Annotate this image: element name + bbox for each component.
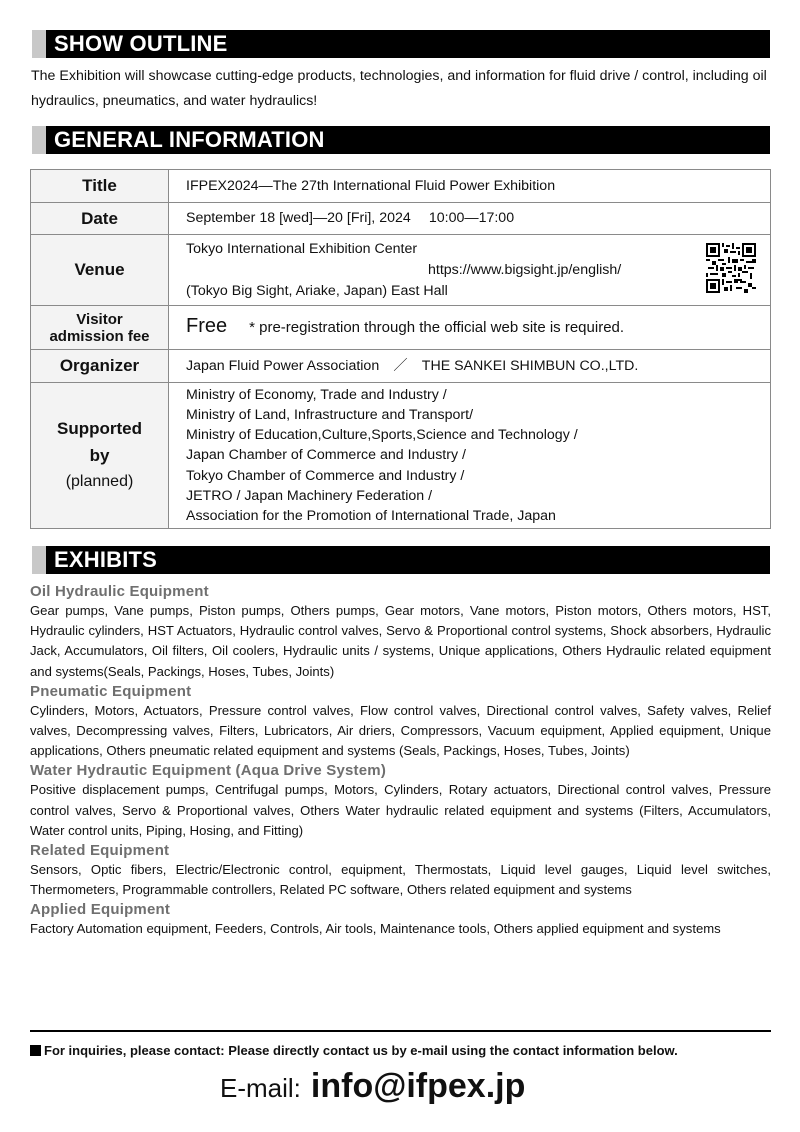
exhibit-category-items: Factory Automation equipment, Feeders, Controls, Air tools, Maintenance tools, Others applied equipment and systems <box>30 921 721 937</box>
general-information-table <box>30 169 771 529</box>
venue-url-link[interactable]: https://www.bigsight.jp/english/ <box>428 262 622 278</box>
inquiry-text: For inquiries, please contact: Please directly contact us by e-mail using the contact information below. <box>44 1043 678 1058</box>
intro-text: The Exhibition will showcase cutting-edge products, technologies, and information for fluid drive / control, including oil hydraulics, pneumatics, and water hydraulics! <box>31 68 767 109</box>
exhibit-category-items: Sensors, Optic fibers, Electric/Electronic control, equipment, Thermostats, Liquid level gauges, Liquid level switches, Thermometers, Programmable controllers, Related PC software, Others related equipment and systems <box>30 862 771 898</box>
exhibit-category-title: Pneumatic Equipment <box>30 682 192 700</box>
venue-value <box>169 235 771 306</box>
supported-label-line2: by <box>89 446 110 465</box>
supported-label-line3: (planned) <box>65 473 134 490</box>
exhibit-category-title: Applied Equipment <box>30 901 171 919</box>
organizer-value: Japan Fluid Power Association ／ THE SANKEI SHIMBUN CO.,LTD. <box>169 350 771 383</box>
email-label: E-mail: <box>220 1073 301 1103</box>
supporter-item: Japan Chamber of Commerce and Industry / <box>186 447 466 464</box>
table-row-admission-fee <box>31 306 771 350</box>
email-contact <box>220 1064 740 1110</box>
exhibit-category-title: Related Equipment <box>30 842 170 860</box>
venue-label: Venue <box>31 235 169 306</box>
exhibit-category-items: Positive displacement pumps, Centrifugal pumps, Motors, Cylinders, Rotary actuators, Directional control valves, Pressure control valves, Servo & Proportional valves, Others Water hydraulic related equipment and systems (Filters, Accumulators, Water control units, Piping, Hosing, and Fitting) <box>30 782 771 838</box>
section-header-general-information: GENERAL INFORMATION <box>32 126 770 154</box>
email-address-link[interactable]: info@ifpex.jp <box>310 1067 526 1105</box>
supporter-item: JETRO / Japan Machinery Federation / <box>186 487 433 504</box>
section-header-show-outline: SHOW OUTLINE <box>32 30 770 58</box>
table-row-title <box>31 170 771 203</box>
inquiry-note <box>30 1043 771 1059</box>
date-label: Date <box>31 203 169 235</box>
admission-fee-label <box>31 306 169 350</box>
exhibit-category-title: Water Hydrautic Equipment (Aqua Drive System) <box>30 762 387 780</box>
table-row-date <box>31 203 771 235</box>
supporter-item: Association for the Promotion of International Trade, Japan <box>186 508 556 524</box>
title-label: Title <box>31 170 169 203</box>
square-bullet-icon <box>30 1045 41 1056</box>
supporter-item: Ministry of Economy, Trade and Industry / <box>186 386 447 403</box>
section-header-exhibits: EXHIBITS <box>32 546 770 574</box>
admission-fee-label-line2: admission fee <box>49 327 150 345</box>
supported-by-label <box>31 383 169 529</box>
exhibits-list <box>30 582 771 941</box>
exhibit-category-items: Cylinders, Motors, Actuators, Pressure control valves, Flow control valves, Directional control valves, Safety valves, Relief valves, Decompressing valves, Filters, Lubricators, Air driers, Compressors, Vacuum equipment, Applied equipment, Unique applications, Others pneumatic related equipment and systems (Seals, Packings, Hoses, Tubes, Joints) <box>30 702 771 759</box>
date-value: September 18 [wed]—20 [Fri], 2024 10:00—17:00 <box>169 203 771 235</box>
qr-code-icon[interactable] <box>706 243 756 293</box>
table-row-supported-by <box>31 383 771 529</box>
fee-note: * pre-registration through the official web site is required. <box>249 319 625 337</box>
supporter-item: Ministry of Land, Infrastructure and Transport/ <box>186 406 474 423</box>
organizer-label: Organizer <box>31 350 169 383</box>
admission-fee-value <box>169 306 771 350</box>
exhibit-category-items: Gear pumps, Vane pumps, Piston pumps, Others pumps, Gear motors, Vane motors, Piston motors, Others motors, HST, Hydraulic cylinders, HST Actuators, Hydraulic control valves, Servo & Proportional control systems, Shock absorbers, Hydraulic Jack, Accumulators, Oil filters, Oil coolers, Hydraulic units / systems, Unique applications, Others Hydraulic related equipment and systems(Seals, Packings, Hoses, Tubes, Joints) <box>30 603 771 679</box>
supporter-item: Ministry of Education,Culture,Sports,Science and Technology / <box>186 427 578 444</box>
admission-fee-label-line1: Visitor <box>76 310 123 328</box>
venue-name: Tokyo International Exhibition Center <box>186 241 418 257</box>
supporters-list <box>169 383 771 529</box>
exhibit-category-title: Oil Hydraulic Equipment <box>30 583 209 600</box>
table-row-venue <box>31 235 771 306</box>
table-row-organizer <box>31 350 771 383</box>
supporter-item: Tokyo Chamber of Commerce and Industry / <box>186 467 465 484</box>
title-value: IFPEX2024—The 27th International Fluid Power Exhibition <box>169 170 771 203</box>
divider <box>30 1030 771 1032</box>
supported-label-line1: Supported <box>57 419 142 438</box>
fee-free: Free <box>186 315 228 338</box>
venue-location: (Tokyo Big Sight, Ariake, Japan) East Hall <box>186 283 448 299</box>
